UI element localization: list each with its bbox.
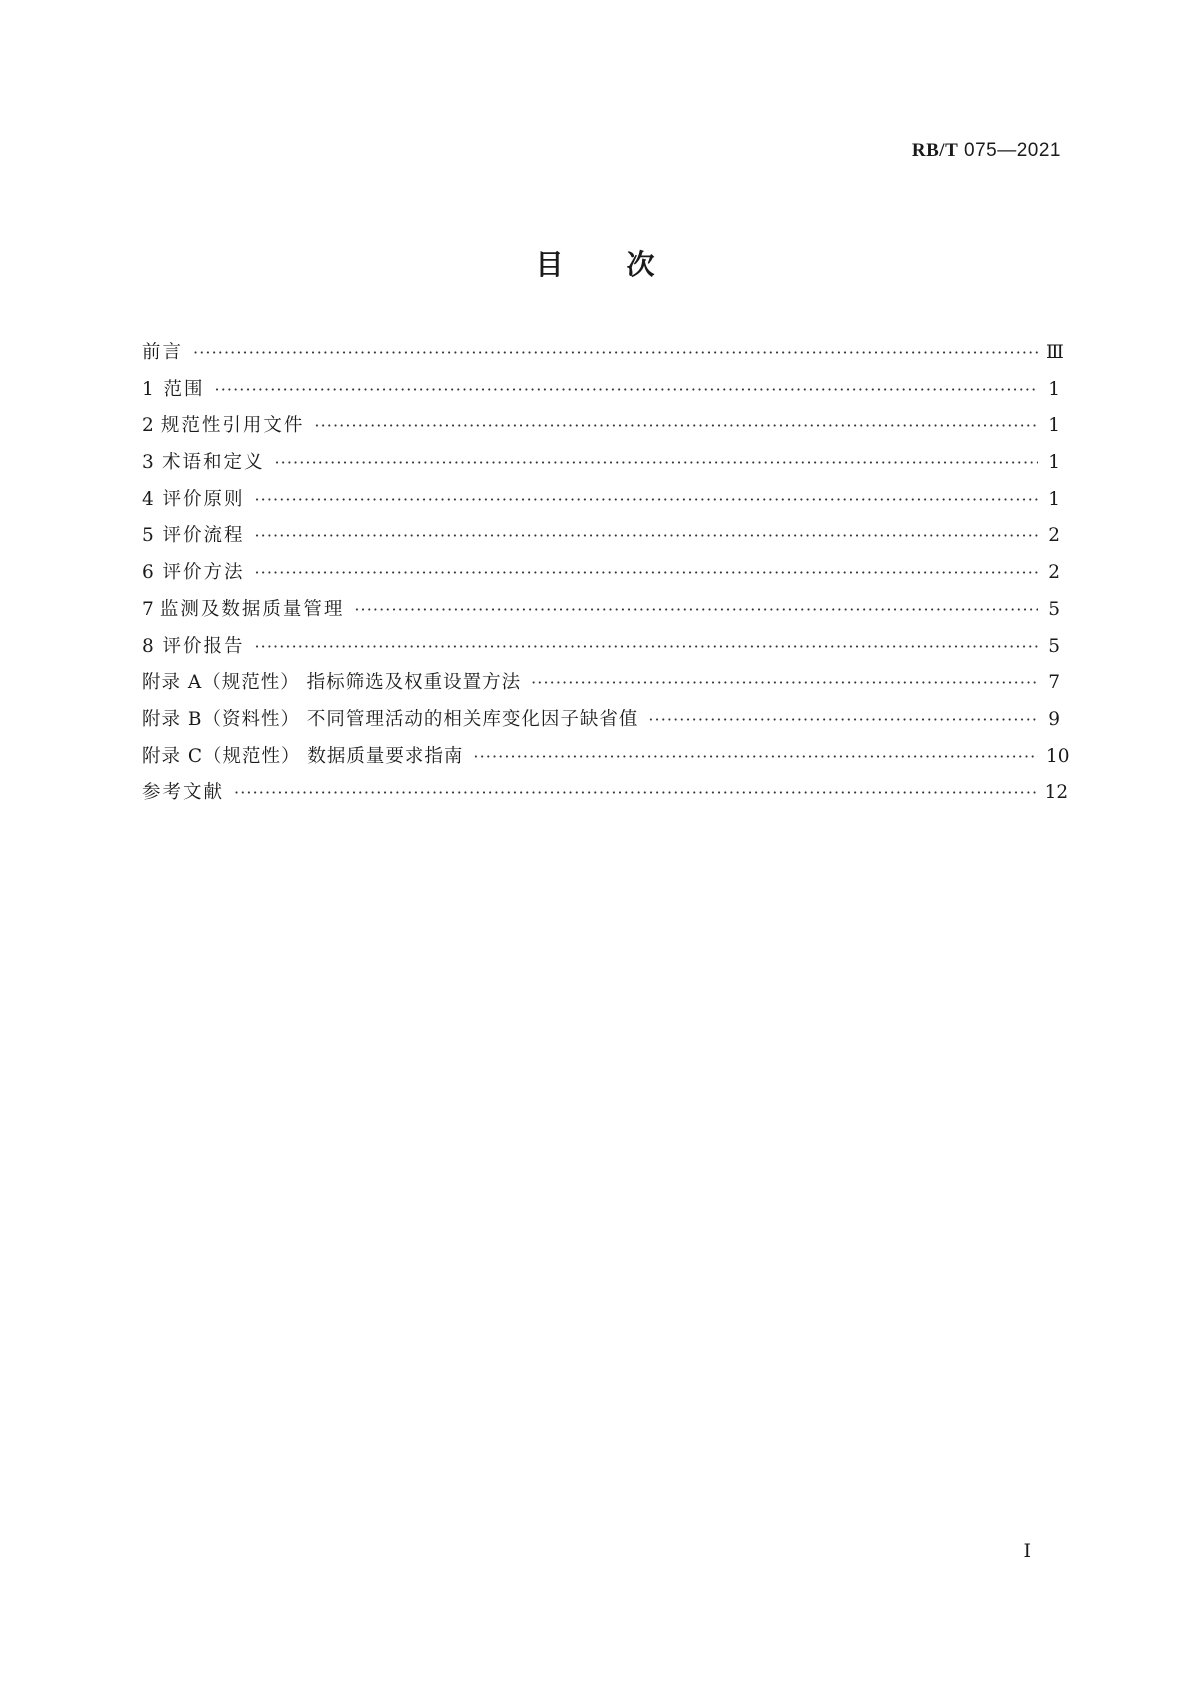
toc-entry-evaluation-principles[interactable]: [142, 482, 1060, 519]
toc-entry-label: 评价流程: [162, 525, 245, 547]
standard-prefix: RB/T: [911, 140, 959, 161]
toc-entry-page: 2: [1048, 562, 1060, 584]
toc-entry-label: 监测及数据质量管理: [159, 598, 345, 620]
toc-entry-page: 9: [1048, 708, 1060, 730]
page-number: I: [1023, 1540, 1031, 1562]
toc-title-left: 目: [535, 248, 565, 281]
toc-dot-leader: [234, 775, 1037, 812]
toc-entry-label: 附录 B（资料性） 不同管理活动的相关库变化因子缺省值: [142, 708, 639, 730]
toc-dot-leader: [254, 518, 1038, 555]
toc-entry-number: 2: [142, 415, 154, 437]
toc-dot-leader: [254, 555, 1038, 592]
document-number: [912, 140, 1061, 162]
toc-entry-label: 评价原则: [162, 488, 245, 510]
toc-dot-leader: [473, 739, 1038, 776]
toc-entry-page: 2: [1048, 525, 1060, 547]
toc-dot-leader: [531, 665, 1038, 702]
toc-entry-terms-definitions[interactable]: [142, 445, 1060, 482]
toc-entry-annex-c[interactable]: [142, 739, 1070, 776]
toc-dot-leader: [274, 445, 1038, 482]
toc-entry-number: 8: [142, 635, 154, 657]
toc-entry-page: Ⅲ: [1046, 342, 1064, 363]
toc-dot-leader: [314, 408, 1038, 445]
toc-dot-leader: [215, 372, 1038, 409]
standard-number: 075—2021: [964, 140, 1061, 161]
toc-entry-label: 前言: [142, 342, 184, 363]
toc-entry-page: 7: [1048, 672, 1060, 694]
toc-dot-leader: [354, 592, 1038, 629]
toc-entry-number: 1: [142, 378, 154, 400]
toc-entry-label: 附录 A（规范性） 指标筛选及权重设置方法: [142, 672, 522, 694]
toc-dot-leader: [193, 335, 1038, 372]
toc-entry-normative-references[interactable]: [142, 408, 1060, 445]
toc-entry-page: 12: [1044, 782, 1069, 804]
toc-entry-label: 参考文献: [142, 782, 225, 804]
toc-entry-number: 5: [142, 525, 154, 547]
toc-entry-page: 5: [1048, 598, 1060, 620]
toc-entry-page: 1: [1048, 415, 1060, 437]
toc-entry-evaluation-methods[interactable]: [142, 555, 1060, 592]
toc-entry-label: 术语和定义: [161, 452, 265, 474]
toc-entry-bibliography[interactable]: [142, 775, 1069, 812]
toc-entry-number: 4: [142, 488, 154, 510]
toc-list: [142, 335, 1070, 812]
toc-title-right: 次: [626, 248, 656, 281]
toc-entry-page: 5: [1048, 635, 1060, 657]
toc-entry-number: 7: [142, 598, 154, 620]
toc-entry-page: 1: [1048, 452, 1060, 474]
toc-entry-evaluation-report[interactable]: [142, 629, 1060, 666]
toc-entry-annex-a[interactable]: [142, 665, 1060, 702]
toc-title: [0, 243, 1191, 283]
toc-dot-leader: [254, 482, 1038, 519]
toc-entry-label: 评价方法: [162, 562, 245, 584]
toc-entry-page: 10: [1046, 745, 1070, 767]
toc-dot-leader: [648, 702, 1038, 739]
toc-entry-label: 附录 C（规范性） 数据质量要求指南: [142, 745, 464, 767]
toc-entry-number: 3: [142, 452, 154, 474]
toc-entry-label: 评价报告: [162, 635, 245, 657]
toc-entry-evaluation-process[interactable]: [142, 518, 1060, 555]
toc-dot-leader: [254, 629, 1038, 666]
toc-entry-scope[interactable]: [142, 372, 1060, 409]
toc-entry-page: 1: [1048, 488, 1060, 510]
toc-entry-page: 1: [1048, 378, 1060, 400]
toc-entry-monitoring-data-quality[interactable]: [142, 592, 1060, 629]
toc-entry-label: 范围: [163, 378, 205, 400]
toc-entry-label: 规范性引用文件: [160, 415, 305, 437]
toc-entry-annex-b[interactable]: [142, 702, 1060, 739]
toc-entry-number: 6: [142, 562, 154, 584]
toc-entry-preface[interactable]: [142, 335, 1064, 372]
